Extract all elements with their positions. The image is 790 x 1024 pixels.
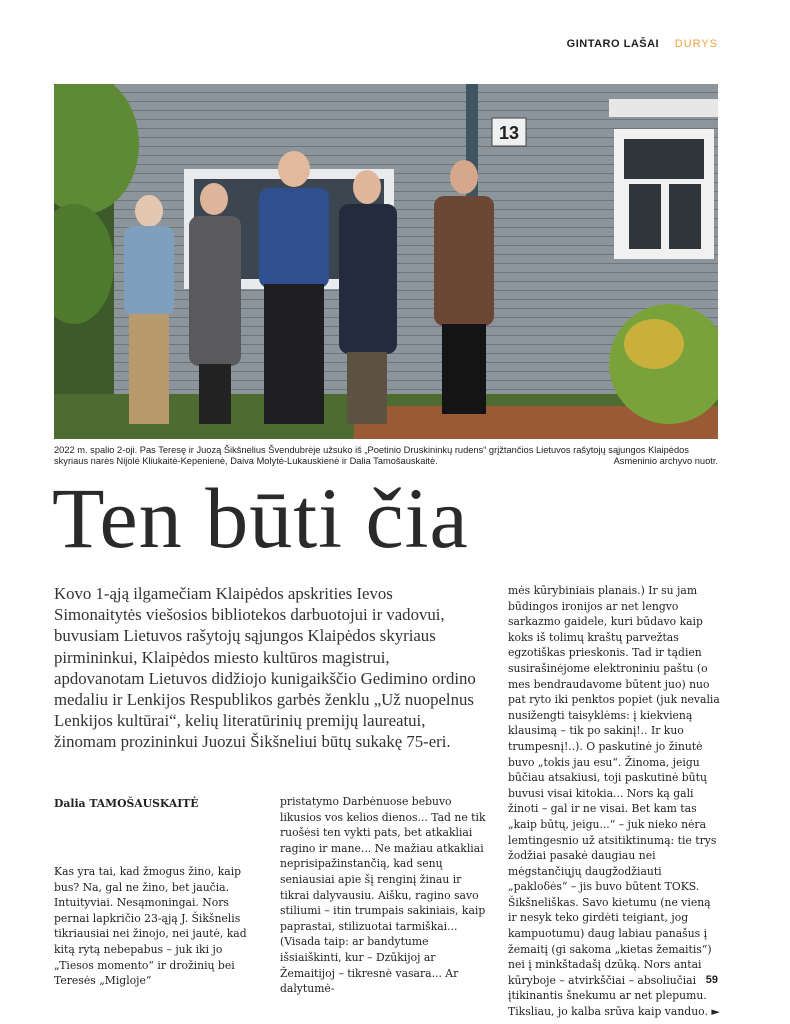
person-1 [124, 195, 174, 424]
caption-text: 2022 m. spalio 2-oji. Pas Teresę ir Juozą Šikšnelius Švendubrėje užsuko iš „Poetinio Druskininkų rudens“ grįžtančios Lietuvos rašytojų sąjungos Klaipėdos skyriaus narės Nijolė Kliukaitė-Kepenienė, Daiva Molytė-Lukauskienė ir Dalia Tamošauskaitė. [54, 445, 689, 466]
page-number: 59 [705, 974, 718, 986]
magazine-name: GINTARO LAŠAI [566, 38, 660, 50]
article-title: Ten būti čia [52, 470, 469, 566]
article-lead: Kovo 1-ąją ilgamečiam Klaipėdos apskrities Ievos Simonaitytės viešosios bibliotekos darbuotojui ir vadovui, buvusiam Lietuvos rašytojų sąjungos Klaipėdos skyriaus pirmininkui, Klaipėdos miesto kultūros magistrui, apdovanotam Lietuvos didžiojo kunigaikščio Gedimino ordino medaliu ir Lenkijos Respublikos garbės ženklu „Už nuopelnus Lenkijos kultūrai“, kelių literatūrinių premijų laureatui, žinomam prozininkui Juozui Šikšneliui būtų sukakę 75-eri. [54, 584, 476, 752]
person-3 [259, 151, 329, 424]
photo-caption [54, 445, 718, 467]
continue-arrow-icon: ► [711, 1005, 720, 1019]
running-header [567, 38, 718, 50]
body-column-3-text: mės kūrybiniais planais.) Ir su jam būdingos ironijos ar net lengvo sarkazmo gaidele, kuri būdavo kaip koks iš tolimų kraštų parvežtas egzotiškas prieskonis. Tad ir tądien susirašinėjome elektroniniu paštu (o mes bendraudavome būtent juo) nuo pat ryto iki penktos popiet (juk nevalia nusižengti taisyklėms: į kiekvieną klausimą – tik po sakinį!.. Ir kuo trumpesnį!..). O paskutinė jo žinutė buvo „tokis jau esu“. Žinoma, jeigu būčiau atsakiusi, toji paskutinė būtų buvusi visai kitokia... Nors ką gali žinoti – gal ir ne visai. Bet kam tas „kaip būtų, jeigu...“ – juk nieko nėra lemtingesnio už atsitiktinumą: tie trys žodžiai pasakė daugiau nei mėgstančiųjų daugžodžiauti „pakloδės“ – jis buvo būtent TOKS. Šikšneliškas. Savo kietumu (ne vieną ir nesyk teko girdėti teigiant, jog kampuotumu) daug labiau panašus į žemaitį (gi sakoma „kietas žemaitis“) nei į minkštadašį dzūką. Nors antai kūryboje – atvirkščiai – absoliučiai įtikinantis šnekumu ar net plepumu. Tiksliau, jo kalba srūva kaip vanduo. [508, 584, 720, 1019]
person-5 [434, 160, 494, 414]
body-column-3 [508, 583, 720, 1020]
body-column-1: Kas yra tai, kad žmogus žino, kaip bus? Na, gal ne žino, bet jaučia. Intuityviai. Nesąmoningai. Nors pernai lapkričio 23-ąją J. Šikšnelis tikriausiai nei žinojo, nei jautė, kad kitą rytą nebepabus – juk iki jo „Tiesos momento“ ir drožinių bei Teresės „Migloje“ [54, 865, 247, 988]
photo-credit: Asmeninio archyvo nuotr. [613, 456, 718, 466]
article-author: Dalia TAMOŠAUSKAITĖ [54, 797, 199, 810]
article-photo [54, 84, 718, 439]
body-column-2: pristatymo Darbėnuose bebuvo likusios vos kelios dienos... Tad ne tik ruošėsi ten vykti pats, bet atkakliai ragino ir mane... Ne mažiau atkakliai neprisipažinstančią, kad senų seniausiai apie šį renginį žinau ir tikrai dalyvausiu. Aišku, ragino savo stiliumi – itin trumpais sakiniais, kaip paprastai, stilizuotai tarmiškai... (Visada taip: ar bandytume išsiaiškinti, kur – Dzūkijoj ar Žemaitijoj – tikresnė vasara... Ar dalytumė- [280, 795, 486, 996]
house-number: 13 [498, 123, 520, 143]
section-name: DURYS [674, 38, 718, 50]
